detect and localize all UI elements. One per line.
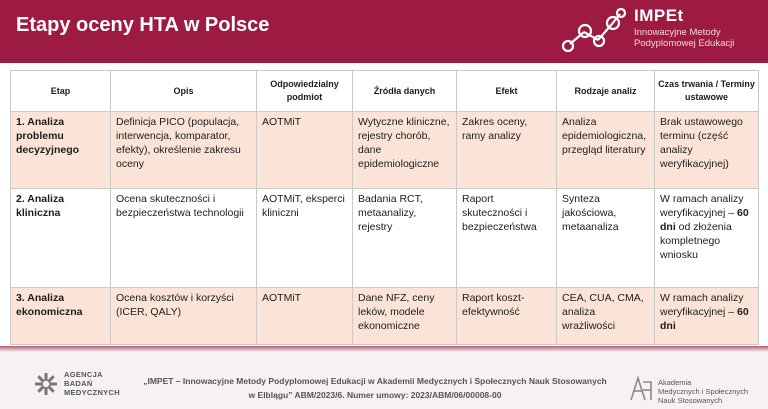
sources-cell: Dane NFZ, ceny leków, modele ekonomiczne — [353, 288, 457, 345]
column-header: Źródła danych — [353, 71, 457, 112]
analysis-types-cell: CEA, CUA, CMA, analiza wrażliwości — [557, 288, 655, 345]
agency-name-line: BADAŃ — [64, 379, 93, 388]
analysis-types-cell: Synteza jakościowa, metaanaliza — [557, 189, 655, 288]
stage-cell: 2. Analiza kliniczna — [11, 189, 111, 288]
slide-title: Etapy oceny HTA w Polsce — [16, 14, 270, 36]
academy-logo — [628, 374, 758, 408]
stage-cell: 1. Analiza problemu decyzyjnego — [11, 112, 111, 189]
column-header: Etap — [11, 71, 111, 112]
brand-subtitle-line: Innowacyjne Metody — [634, 27, 721, 38]
description-cell: Definicja PICO (populacja, interwencja, komparator, efekty), określenie zakresu oceny — [111, 112, 257, 189]
academy-emblem-icon — [628, 374, 654, 404]
academy-name-line: Medycznych i Społecznych — [658, 387, 749, 396]
duration-text: od złożenia kompletnego wniosku — [660, 221, 732, 261]
sources-cell: Badania RCT, metaanalizy, rejestry — [353, 189, 457, 288]
description-cell: Ocena skuteczności i bezpieczeństwa technologii — [111, 189, 257, 288]
duration-days: 60 dni — [660, 306, 749, 332]
analysis-types-cell: Analiza epidemiologiczna, przegląd literatury — [557, 112, 655, 189]
funding-note-line: „IMPET – Innowacyjne Metody Podyplomowej Edukacji w Akademii Medycznych i Społecznych Nauk Stosowanych — [143, 376, 607, 386]
responsible-cell: AOTMiT — [257, 112, 353, 189]
table-row — [11, 189, 759, 288]
responsible-cell: AOTMiT — [257, 288, 353, 345]
column-header: Efekt — [457, 71, 557, 112]
brand-subtitle-line: Podyplomowej Edukacji — [634, 38, 735, 49]
academy-name — [658, 378, 748, 405]
duration-cell — [655, 189, 759, 288]
funding-note — [140, 374, 610, 402]
agency-name — [64, 370, 120, 397]
duration-text: W ramach analizy weryfikacyjnej – — [660, 193, 744, 219]
table-row — [11, 112, 759, 189]
column-header: Opis — [111, 71, 257, 112]
impet-molecule-icon — [558, 6, 628, 56]
academy-name-line: Akademia — [658, 378, 692, 387]
duration-cell — [655, 288, 759, 345]
brand-subtitle — [634, 27, 734, 49]
funding-note-line: w Elblągu” ABM/2023/6. Numer umowy: 2023/ABM/06/00008-00 — [248, 390, 502, 400]
sources-cell: Wytyczne kliniczne, rejestry chorób, dane epidemiologiczne — [353, 112, 457, 189]
abm-agency-logo — [34, 366, 134, 404]
stage-cell: 3. Analiza ekonomiczna — [11, 288, 111, 345]
responsible-cell: AOTMiT, eksperci kliniczni — [257, 189, 353, 288]
brand-name: IMPEt — [634, 6, 684, 25]
effect-cell: Raport skuteczności i bezpieczeństwa — [457, 189, 557, 288]
effect-cell: Raport koszt-efektywność — [457, 288, 557, 345]
column-header: Odpowiedzialny podmiot — [257, 71, 353, 112]
column-header: Czas trwania / Terminy ustawowe — [655, 71, 759, 112]
table-header-row — [11, 71, 759, 112]
agency-name-line: MEDYCZNYCH — [64, 388, 120, 397]
academy-name-line: Nauk Stosowanych — [658, 396, 723, 405]
slide-header — [0, 0, 768, 63]
footer-divider — [0, 346, 768, 352]
description-cell: Ocena kosztów i korzyści (ICER, QALY) — [111, 288, 257, 345]
column-header: Rodzaje analiz — [557, 71, 655, 112]
effect-cell: Zakres oceny, ramy analizy — [457, 112, 557, 189]
hta-stages-table — [10, 70, 758, 345]
agency-emblem-icon — [34, 372, 58, 396]
table-row — [11, 288, 759, 345]
duration-cell: Brak ustawowego terminu (część analizy weryfikacyjnej) — [655, 112, 759, 189]
duration-text: W ramach analizy weryfikacyjnej – — [660, 292, 744, 318]
agency-name-line: AGENCJA — [64, 370, 103, 379]
duration-days: 60 dni — [660, 207, 749, 233]
